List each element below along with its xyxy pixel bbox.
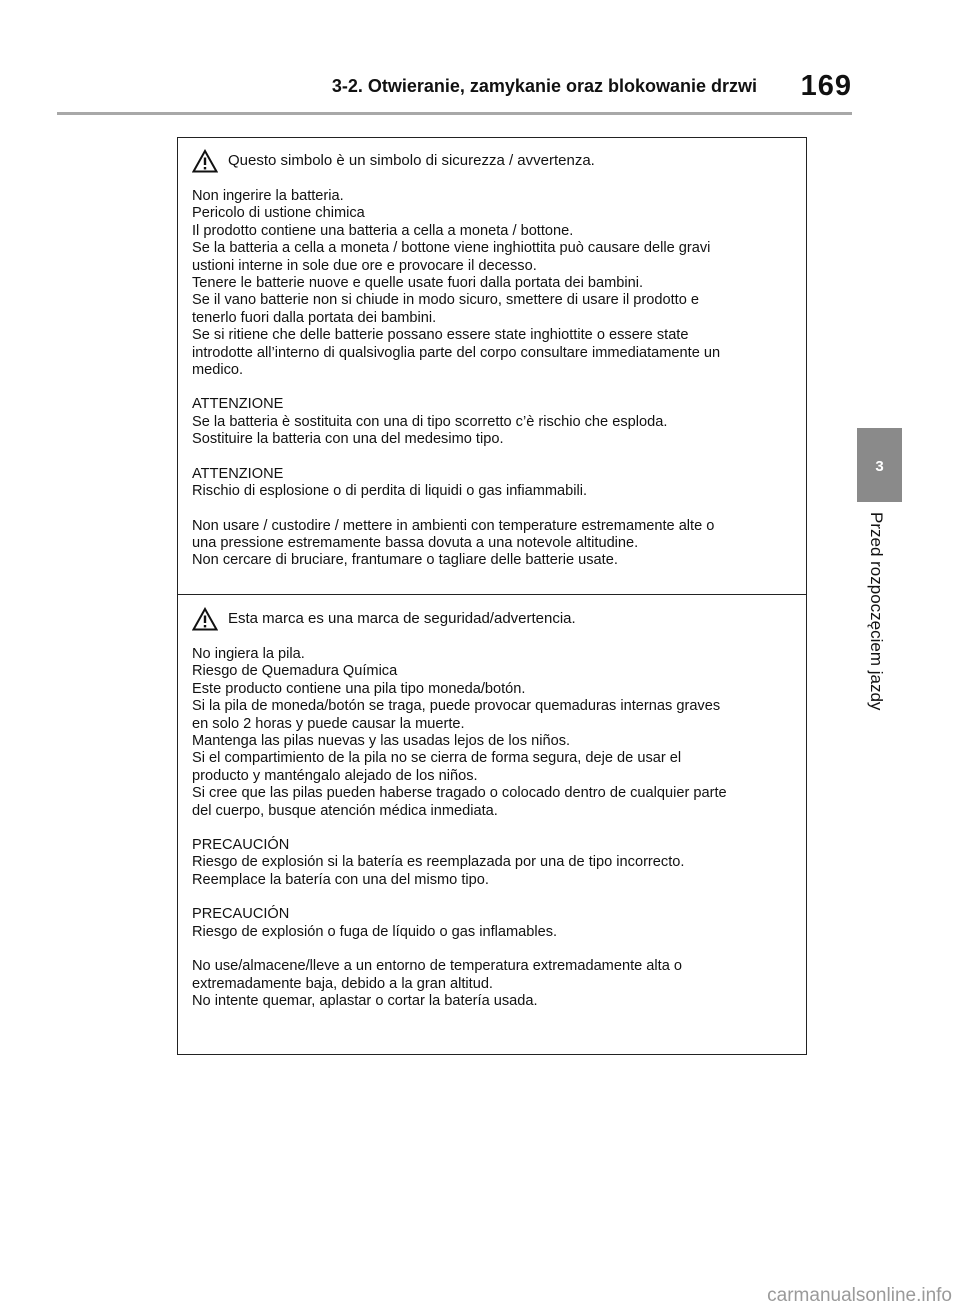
safety-symbol-text: Questo simbolo è un simbolo di sicurezza / avvertenza.	[228, 152, 595, 170]
text-line: Mantenga las pilas nuevas y las usadas lejos de los niños.	[192, 733, 571, 750]
text-line: Non ingerire la batteria.	[192, 188, 344, 204]
warning-triangle-icon	[192, 607, 218, 631]
caution-paragraph	[192, 906, 798, 941]
text-line: Si cree que las pilas pueden haberse tragado o colocado dentro de cualquier parte	[192, 785, 727, 802]
section-title: 3-2. Otwieranie, zamykanie oraz blokowanie drzwi	[331, 76, 757, 96]
chapter-number: 3	[875, 458, 884, 475]
safety-symbol-text: Esta marca es una marca de seguridad/advertencia.	[228, 610, 576, 628]
warning-triangle-icon	[192, 149, 218, 173]
text-line: Riesgo de explosión o fuga de líquido o gas inflamables.	[192, 923, 558, 940]
text-line: Tenere le batterie nuove e quelle usate fuori dalla portata dei bambini.	[192, 275, 644, 292]
text-line: del cuerpo, busque atención médica inmediata.	[192, 802, 498, 819]
spanish-warning-section	[192, 607, 798, 1027]
text-line: extremadamente baja, debido a la gran altitud.	[192, 975, 493, 992]
caution-heading: ATTENZIONE	[192, 396, 284, 413]
text-line: Sostituire la batteria con una del medesimo tipo.	[192, 431, 504, 448]
caution-heading: PRECAUCIÓN	[192, 837, 290, 854]
text-line: Si el compartimiento de la pila no se cierra de forma segura, deje de usar el	[192, 750, 682, 767]
safety-symbol-line	[192, 149, 798, 173]
safety-symbol-line	[192, 607, 798, 631]
caution-paragraph	[192, 837, 798, 889]
battery-warning-box	[177, 137, 807, 1055]
text-line: Si la pila de moneda/botón se traga, puede provocar quemaduras internas graves	[192, 698, 721, 715]
italian-warning-section	[192, 149, 798, 587]
site-watermark: carmanualsonline.info	[767, 1285, 952, 1306]
text-line: Se la batteria è sostituita con una di tipo scorretto c’è rischio che esploda.	[192, 413, 668, 430]
text-line: Riesgo de Quemadura Química	[192, 663, 398, 680]
text-line: Rischio di esplosione o di perdita di liquidi o gas infiammabili.	[192, 483, 588, 500]
text-line: No ingiera la pila.	[192, 646, 305, 662]
text-line: producto y manténgalo alejado de los niños.	[192, 767, 478, 784]
warning-paragraph	[192, 188, 798, 379]
header-rule	[57, 112, 852, 115]
caution-heading: ATTENZIONE	[192, 465, 284, 482]
page-header	[0, 70, 852, 104]
text-line: medico.	[192, 362, 244, 379]
caution-heading: PRECAUCIÓN	[192, 906, 290, 923]
text-line: Este producto contiene una pila tipo moneda/botón.	[192, 680, 526, 697]
caution-paragraph	[192, 396, 798, 448]
chapter-tab	[857, 428, 902, 502]
text-line: No intente quemar, aplastar o cortar la batería usada.	[192, 992, 538, 1009]
text-line: No use/almacene/lleve a un entorno de temperatura extremadamente alta o	[192, 958, 682, 975]
section-divider	[178, 594, 806, 595]
text-line: Pericolo di ustione chimica	[192, 205, 365, 222]
text-line: Se la batteria a cella a moneta / bottone viene inghiottita può causare delle gravi	[192, 240, 711, 257]
text-line: Riesgo de explosión si la batería es reemplazada por una de tipo incorrecto.	[192, 854, 685, 871]
text-line: tenerlo fuori dalla portata dei bambini.	[192, 309, 437, 326]
caution-paragraph	[192, 466, 798, 501]
text-line: introdotte all’interno di qualsivoglia parte del corpo consultare immediatamente un	[192, 344, 721, 361]
text-line: una pressione estremamente bassa dovuta a una notevole altitudine.	[192, 534, 639, 551]
text-line: Reemplace la batería con una del mismo tipo.	[192, 871, 489, 888]
text-line: Non usare / custodire / mettere in ambienti con temperature estremamente alte o	[192, 517, 715, 534]
chapter-title: Przed rozpoczęciem jazdy	[867, 512, 886, 711]
text-line: Il prodotto contiene una batteria a cella a moneta / bottone.	[192, 222, 574, 239]
warning-paragraph	[192, 958, 798, 1010]
warning-paragraph	[192, 646, 798, 820]
text-line: en solo 2 horas y puede causar la muerte.	[192, 715, 465, 732]
text-line: Se il vano batterie non si chiude in modo sicuro, smettere di usare il prodotto e	[192, 292, 700, 309]
page-number: 169	[800, 70, 852, 102]
warning-paragraph	[192, 518, 798, 570]
text-line: Se si ritiene che delle batterie possano essere state inghiottite o essere state	[192, 327, 689, 344]
text-line: ustioni interne in sole due ore e provocare il decesso.	[192, 257, 537, 274]
text-line: Non cercare di bruciare, frantumare o tagliare delle batterie usate.	[192, 552, 618, 569]
